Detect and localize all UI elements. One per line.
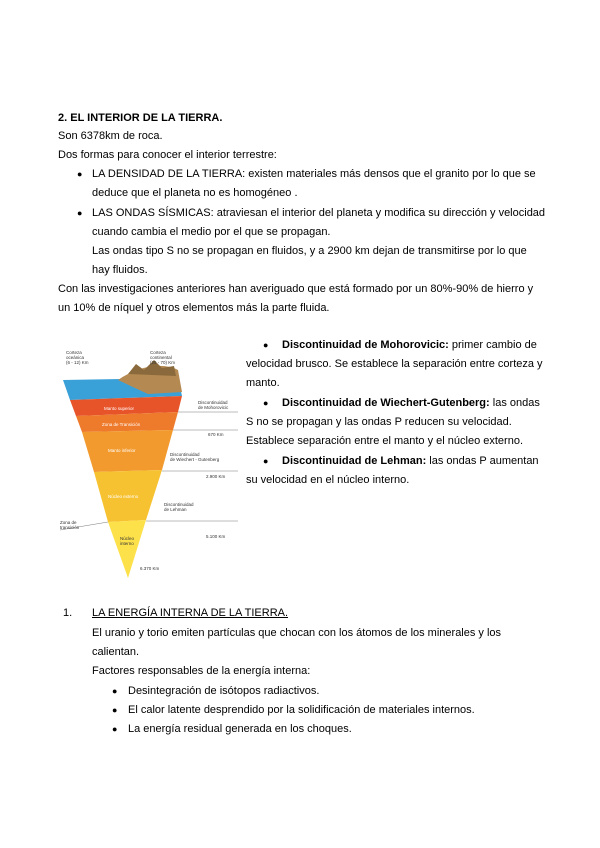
- paragraph-line: El uranio y torio emiten partículas que chocan con los átomos de los minerales y los: [92, 627, 502, 639]
- label-lower-mantle: Manto inferior: [108, 448, 136, 453]
- label-continental-crust: continental: [150, 355, 172, 360]
- bullet-icon: ●: [263, 398, 269, 408]
- bullet-icon: ●: [112, 705, 118, 715]
- label-lehman: Discontinuidad: [164, 502, 194, 507]
- label-transition-zone: Zona de Transición: [102, 422, 141, 427]
- label-wiechert: de Wiechert - Gutenberg: [170, 457, 220, 462]
- disc-line: Establece separación entre el manto y el núcleo externo.: [246, 435, 523, 447]
- bullet-line: LA DENSIDAD DE LA TIERRA: existen materiales más densos que el granito por lo que se: [92, 168, 536, 180]
- list-item: El calor latente desprendido por la solidificación de materiales internos.: [128, 704, 475, 716]
- bullet-icon: ●: [263, 340, 269, 350]
- bullet-line: LAS ONDAS SÍSMICAS: atraviesan el interior del planeta y modifica su dirección y velocidad: [92, 207, 546, 219]
- bullet-line: Las ondas tipo S no se propagan en fluidos, y a 2900 km dejan de transmitirse por lo que: [92, 245, 527, 257]
- label-moho: Discontinuidad: [198, 400, 228, 405]
- label-continental-crust-depth: (25 - 70) Km: [150, 360, 176, 365]
- paragraph-line: Dos formas para conocer el interior terrestre:: [58, 149, 277, 161]
- section-heading: LA ENERGÍA INTERNA DE LA TIERRA.: [92, 607, 289, 619]
- disc-line: [282, 338, 537, 352]
- label-oceanic-crust: Corteza: [66, 350, 82, 355]
- label-continental-crust: Corteza: [150, 350, 166, 355]
- label-oceanic-crust: oceánica: [66, 355, 85, 360]
- label-moho: de Mohorovicic: [198, 405, 229, 410]
- label-670km: 670 Km: [208, 432, 224, 437]
- label-transition-left: transición: [60, 525, 80, 530]
- paragraph-line: Factores responsables de la energía interna:: [92, 665, 311, 677]
- bullet-line: cuando cambia el medio por el que se propagan.: [92, 226, 331, 238]
- moho-title: Discontinuidad de Mohorovicic:: [282, 339, 449, 351]
- list-item: Desintegración de isótopos radiactivos.: [128, 685, 320, 697]
- list-number: 1.: [63, 607, 73, 619]
- list-item: La energía residual generada en los choques.: [128, 723, 352, 735]
- paragraph-line: Con las investigaciones anteriores han averiguado que está formado por un 80%-90% de hierro y: [58, 283, 534, 295]
- earth-interior-figure: [58, 340, 240, 580]
- disc-line: [282, 454, 539, 468]
- bullet-line: hay fluidos.: [92, 264, 148, 276]
- paragraph-line: un 10% de níquel y otros elementos más la parte fluida.: [58, 302, 330, 314]
- label-6370km: 6.370 Km: [140, 566, 160, 571]
- section-heading: 2. EL INTERIOR DE LA TIERRA.: [58, 112, 223, 124]
- label-upper-mantle: Manto superior: [104, 406, 135, 411]
- disc-line: su velocidad en el núcleo interno.: [246, 474, 410, 486]
- moho-text: primer cambio de: [448, 339, 537, 351]
- label-lehman: de Lehman: [164, 507, 187, 512]
- bullet-icon: ●: [112, 724, 118, 734]
- bullet-line: deduce que el planeta no es homogéneo .: [92, 187, 298, 199]
- label-transition-left: Zona de: [60, 520, 77, 525]
- label-inner-core: Núcleo: [120, 536, 135, 541]
- bullet-icon: ●: [77, 169, 83, 179]
- label-wiechert: Discontinuidad: [170, 452, 200, 457]
- label-inner-core: interno: [120, 541, 134, 546]
- paragraph-line: Son 6378km de roca.: [58, 130, 163, 142]
- label-5100km: 5.100 Km: [206, 534, 226, 539]
- lehman-title: Discontinuidad de Lehman:: [282, 455, 427, 467]
- disc-line: S no se propagan y las ondas P reducen su velocidad.: [246, 416, 512, 428]
- bullet-icon: ●: [77, 208, 83, 218]
- wiechert-title: Discontinuidad de Wiechert-Gutenberg:: [282, 397, 490, 409]
- paragraph-line: calientan.: [92, 646, 140, 658]
- bullet-icon: ●: [263, 456, 269, 466]
- disc-line: manto.: [246, 377, 280, 389]
- lehman-text: las ondas P aumentan: [426, 455, 539, 467]
- disc-line: [282, 396, 540, 410]
- disc-line: velocidad brusco. Se establece la separación entre corteza y: [246, 358, 543, 370]
- bullet-icon: ●: [112, 686, 118, 696]
- label-oceanic-crust-depth: (6 - 12) Km: [66, 360, 89, 365]
- wiechert-text: las ondas: [489, 397, 540, 409]
- label-outer-core: Núcleo externo: [108, 494, 139, 499]
- label-2900km: 2.900 Km: [206, 474, 226, 479]
